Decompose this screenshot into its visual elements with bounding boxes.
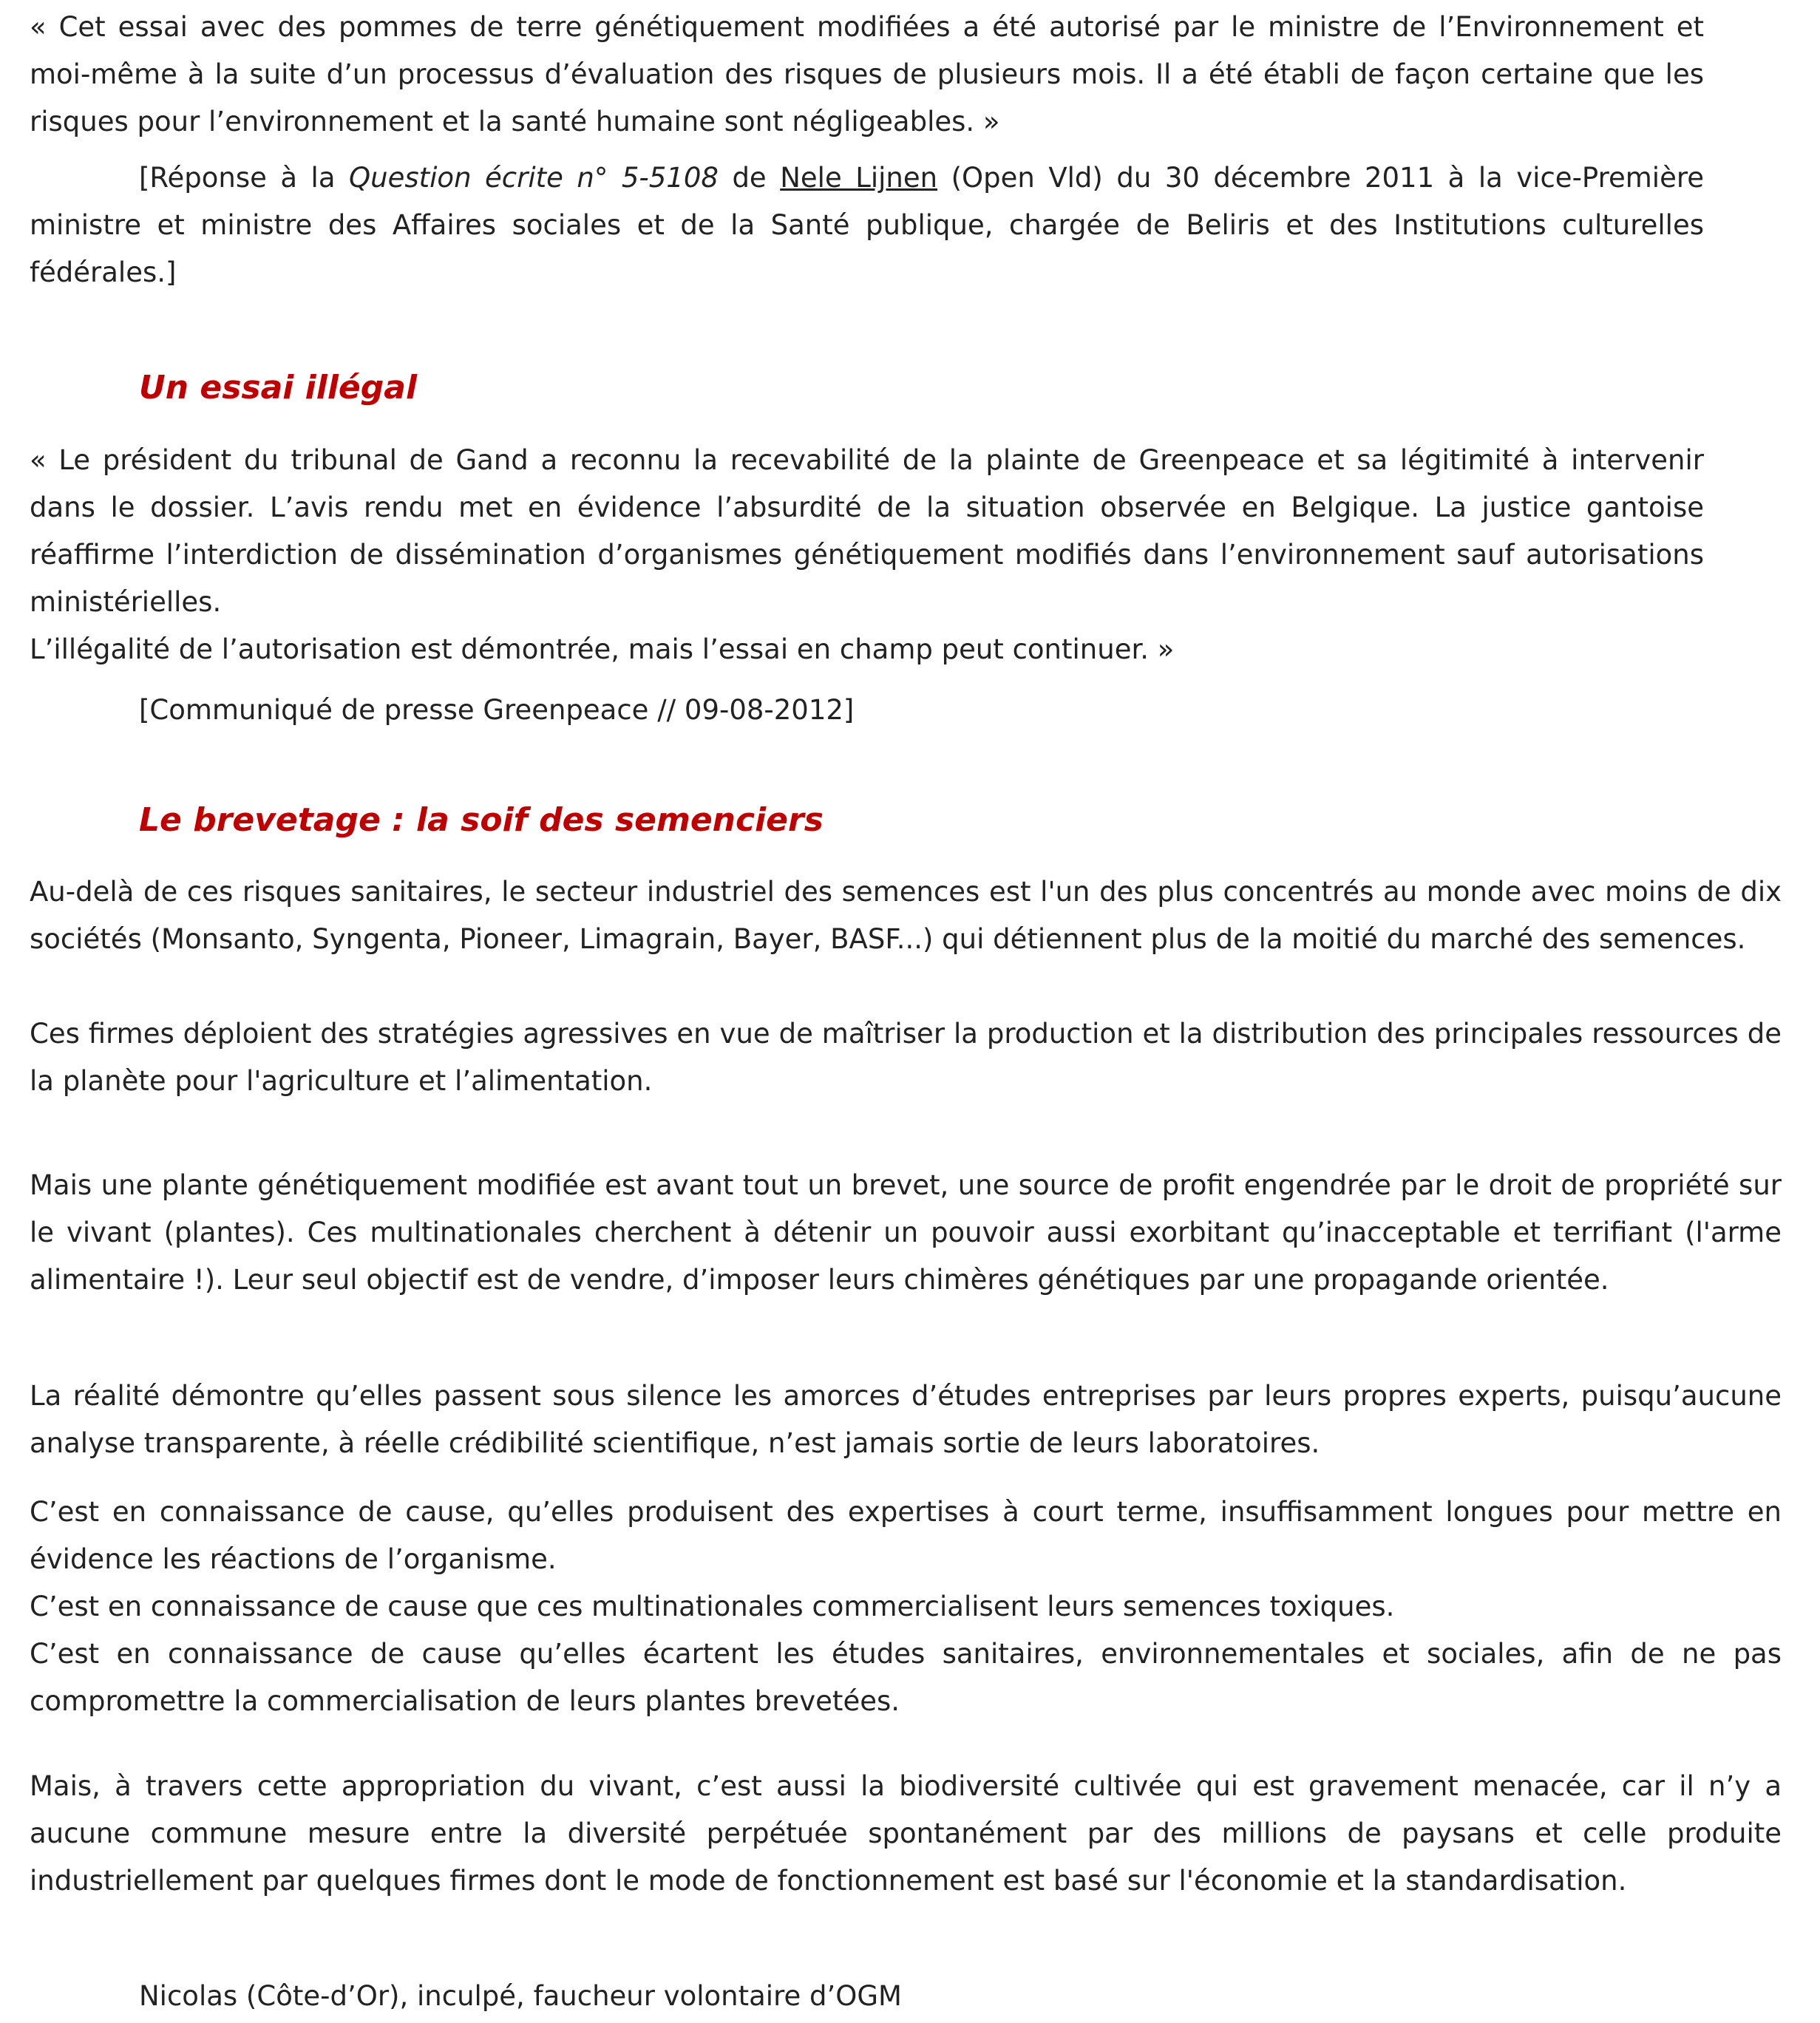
source-greenpeace: [Communiqué de presse Greenpeace // 09-08-2012] bbox=[139, 694, 855, 726]
greenpeace-quote: « Le président du tribunal de Gand a reconnu la recevabilité de la plainte de Greenpeace et sa légitimité à intervenir dans le dossier. L’avis rendu met en évidence l’absurdité de la situation observée en Belgique. La justice gantoise réaffirme l’interdiction de dissémination d’organismes génétiquement modifiés dans l’environnement sauf autorisations ministérielles. bbox=[30, 444, 1704, 618]
paragraph-seed-industry: Au-delà de ces risques sanitaires, le secteur industriel des semences est l'un des plus concentrés au monde avec moins de dix sociétés (Monsanto, Syngenta, Pioneer, Limagrain, Bayer, BASF...) qui détiennent plus de la moitié du marché des semences. bbox=[30, 876, 1782, 955]
paragraph-aggressive-strategies: Ces firmes déploient des stratégies agressives en vue de maîtriser la production et la distribution des principales ressources de la planète pour l'agriculture et l’alimentation. bbox=[30, 1018, 1782, 1097]
paragraph-toxic-seeds: C’est en connaissance de cause que ces multinationales commercialisent leurs semences toxiques. bbox=[30, 1591, 1395, 1622]
source-text-1: [Réponse à la bbox=[139, 162, 350, 194]
source-text-2: de bbox=[718, 162, 781, 194]
source-written-question bbox=[30, 154, 1704, 296]
author-link[interactable]: Nele Lijnen bbox=[780, 162, 938, 194]
source-text-3: (Open Vld) du 30 décembre 2011 à la vice-Première ministre et ministre des Affaires sociales et de la Santé publique, chargée de Beliris et des Institutions culturelles fédérales.] bbox=[30, 162, 1704, 288]
heading-illegal-trial: Un essai illégal bbox=[139, 369, 418, 407]
greenpeace-quote-end: L’illégalité de l’autorisation est démontrée, mais l’essai en champ peut continuer. » bbox=[30, 633, 1175, 665]
heading-patenting: Le brevetage : la soif des semenciers bbox=[139, 801, 824, 839]
question-reference: Question écrite n° 5-5108 bbox=[349, 162, 719, 194]
paragraph-biodiversity: Mais, à travers cette appropriation du vivant, c’est aussi la biodiversité cultivée qui est gravement menacée, car il n’y a aucune commune mesure entre la diversité perpétuée spontanément par des millions de paysans et celle produite industriellement par quelques firmes dont le mode de fonctionnement est basé sur l'économie et la standardisation. bbox=[30, 1770, 1782, 1897]
paragraph-short-term-expertise: C’est en connaissance de cause, qu’elles produisent des expertises à court terme, insuffisamment longues pour mettre en évidence les réactions de l’organisme. bbox=[30, 1496, 1782, 1575]
paragraph-patent-profit: Mais une plante génétiquement modifiée est avant tout un brevet, une source de profit engendrée par le droit de propriété sur le vivant (plantes). Ces multinationales cherchent à détenir un pouvoir aussi exorbitant qu’inacceptable et terrifiant (l'arme alimentaire !). Leur seul objectif est de vendre, d’imposer leurs chimères génétiques par une propagande orientée. bbox=[30, 1169, 1782, 1296]
paragraph-dismiss-studies: C’est en connaissance de cause qu’elles écartent les études sanitaires, environnementales et sociales, afin de ne pas compromettre la commercialisation de leurs plantes brevetées. bbox=[30, 1638, 1782, 1717]
signature: Nicolas (Côte-d’Or), inculpé, faucheur volontaire d’OGM bbox=[139, 1980, 902, 2012]
paragraph-silence-studies: La réalité démontre qu’elles passent sous silence les amorces d’études entreprises par leurs propres experts, puisqu’aucune analyse transparente, à réelle crédibilité scientifique, n’est jamais sortie de leurs laboratoires. bbox=[30, 1380, 1782, 1459]
quote-minister: « Cet essai avec des pommes de terre génétiquement modifiées a été autorisé par le ministre de l’Environnement et moi-même à la suite d’un processus d’évaluation des risques de plusieurs mois. Il a été établi de façon certaine que les risques pour l’environnement et la santé humaine sont négligeables. » bbox=[30, 11, 1704, 137]
